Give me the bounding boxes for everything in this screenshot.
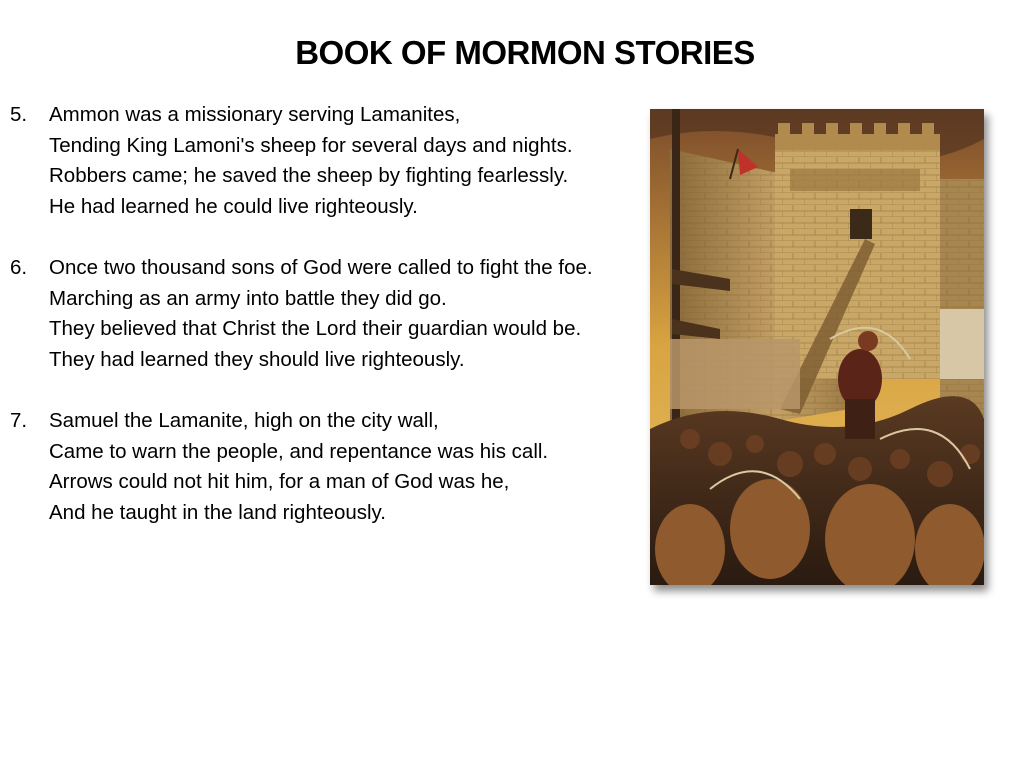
verse-line: They had learned they should live righteously. — [49, 347, 465, 371]
city-wall-painting — [650, 109, 984, 585]
verse-line: Once two thousand sons of God were called to fight the foe. — [49, 255, 593, 279]
verse-line: Robbers came; he saved the sheep by fighting fearlessly. — [49, 164, 569, 188]
verse-number: 5. — [10, 103, 28, 126]
verse-line: He had learned he could live righteously. — [49, 194, 418, 218]
verse-number: 6. — [10, 255, 28, 279]
verse-line: And he taught in the land righteously. — [49, 500, 386, 524]
illustration-image — [650, 109, 984, 585]
verse-line: Tending King Lamoni's sheep for several days and nights. — [49, 133, 573, 157]
verse-item — [10, 253, 640, 375]
verse-item — [10, 100, 640, 222]
verse-list — [10, 100, 640, 559]
verse-line: Marching as an army into battle they did go. — [49, 286, 447, 310]
verse-line: Ammon was a missionary serving Lamanites, — [49, 103, 461, 126]
verse-line: Came to warn the people, and repentance was his call. — [49, 439, 549, 463]
verse-line: Arrows could not hit him, for a man of God was he, — [49, 470, 510, 494]
verse-line: They believed that Christ the Lord their guardian would be. — [49, 317, 582, 341]
verse-line: Samuel the Lamanite, high on the city wall, — [49, 408, 439, 432]
verse-item — [10, 406, 640, 528]
slide-title: BOOK OF MORMON STORIES — [295, 34, 755, 71]
verse-number: 7. — [10, 408, 28, 432]
